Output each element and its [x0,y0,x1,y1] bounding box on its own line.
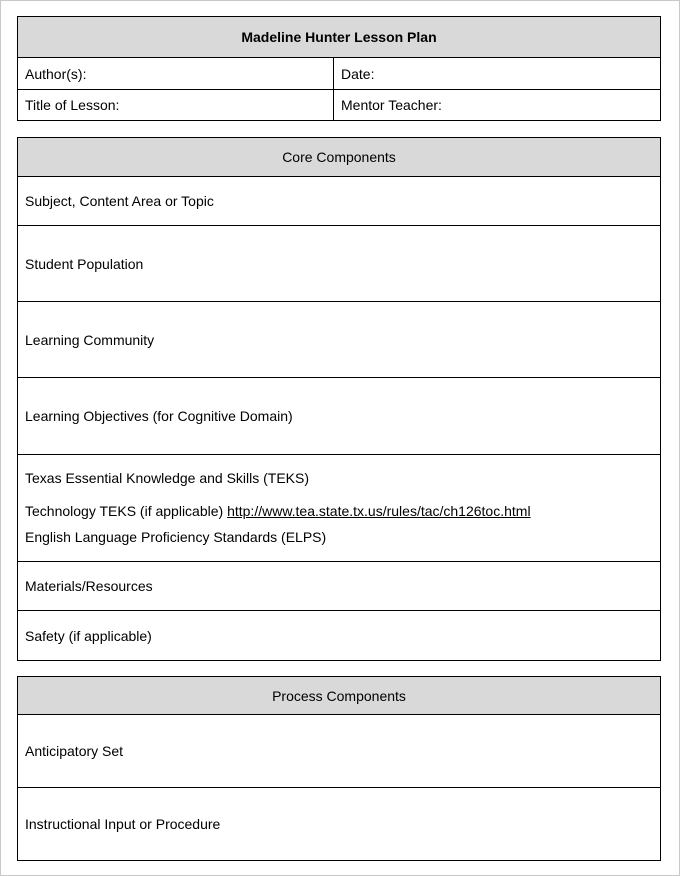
safety-row[interactable]: Safety (if applicable) [25,627,152,644]
core-components-table [17,137,661,661]
date-field[interactable]: Date: [341,65,375,82]
instructional-input-row[interactable]: Instructional Input or Procedure [25,816,221,832]
standards-row[interactable] [18,455,660,562]
materials-row[interactable]: Materials/Resources [18,562,660,611]
elps-label: English Language Proficiency Standards (ELPS) [25,529,327,545]
core-components-heading: Core Components [18,138,660,177]
technology-teks-line [25,502,660,528]
author-date-row [18,58,660,90]
teks-link[interactable]: http://www.tea.state.tx.us/rules/tac/ch126toc.html [227,503,531,519]
learning-objectives-row[interactable]: Learning Objectives (for Cognitive Domain) [18,378,660,455]
lesson-plan-title: Madeline Hunter Lesson Plan [18,17,660,58]
technology-teks-label: Technology TEKS (if applicable) [25,503,224,519]
process-components-heading: Process Components [18,677,660,715]
learning-community-row[interactable]: Learning Community [18,302,660,378]
mentor-teacher-field[interactable]: Mentor Teacher: [341,97,442,113]
anticipatory-set-row[interactable]: Anticipatory Set [18,715,660,788]
header-table [17,16,661,121]
student-population-row[interactable]: Student Population [18,226,660,302]
subject-row[interactable]: Subject, Content Area or Topic [18,177,660,226]
process-components-table [17,676,661,861]
teks-label: Texas Essential Knowledge and Skills (TEKS) [25,470,310,486]
title-mentor-row [18,90,660,120]
lesson-title-field[interactable]: Title of Lesson: [18,90,334,120]
author-field[interactable]: Author(s): [18,58,334,89]
